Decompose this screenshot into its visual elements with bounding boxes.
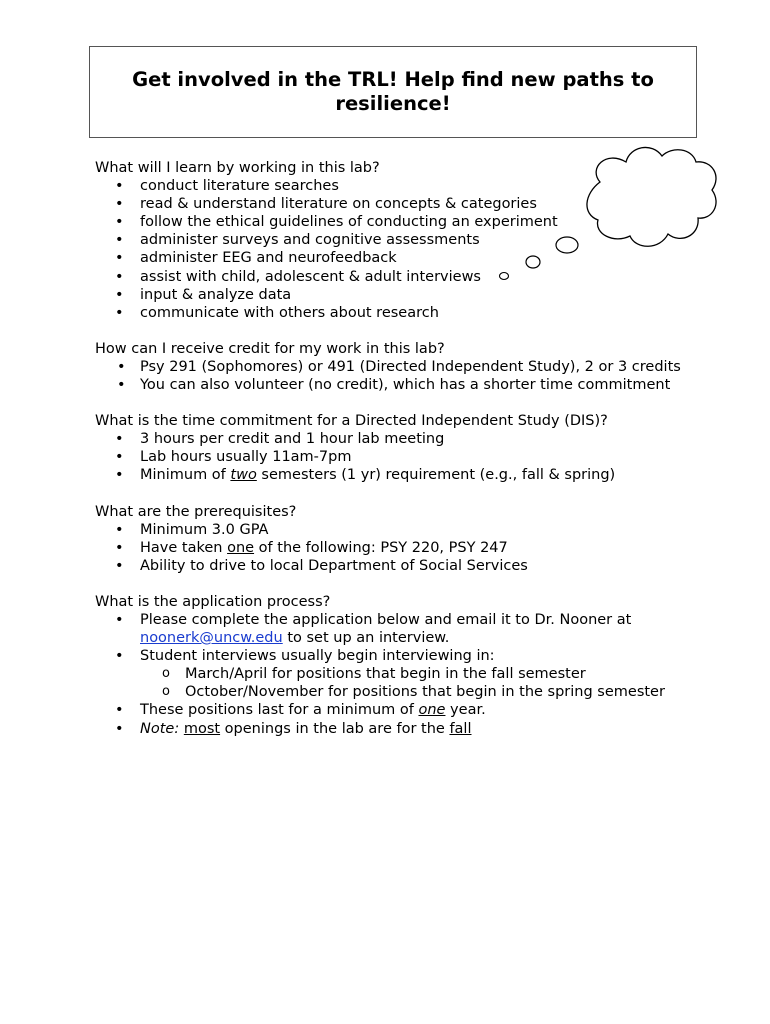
question-credit: How can I receive credit for my work in this lab? [95,340,445,357]
time-list [95,430,695,484]
question-learn: What will I learn by working in this lab? [95,160,380,176]
text-span: year. [445,702,486,719]
list-item: • Psy 291 (Sophomores) or 491 (Directed Independent Study), 2 or 3 credits [117,358,681,375]
list-item: • You can also volunteer (no credit), which has a shorter time commitment [117,377,671,394]
sub-list-item: o October/November for positions that begin in the spring semester [95,683,695,701]
list-item: • Minimum 3.0 GPA [95,521,695,539]
list-item [95,539,695,557]
list-item [95,611,695,647]
list-item: • Lab hours usually 11am-7pm [95,448,695,466]
list-item: • Student interviews usually begin interviewing in: [95,647,695,665]
section-learn [95,159,695,322]
sub-list-item: o March/April for positions that begin in the fall semester [95,665,695,683]
section-time [95,412,695,484]
text-span: Have taken [140,539,228,556]
list-item: • administer EEG and neurofeedback [95,249,695,267]
credit-list [95,358,695,394]
prereq-list [95,521,695,575]
emphasis-text: one [418,702,446,719]
text-span: to set up an interview. [282,630,450,647]
list-item: • input & analyze data [95,286,695,304]
section-credit [95,340,695,394]
list-item-text: You can also volunteer (no credit), which has a shorter time commitment [140,377,671,394]
list-item: • assist with child, adolescent & adult interviews [95,268,695,286]
list-item [95,466,695,484]
list-item [95,701,695,719]
text-span: Minimum of [140,467,231,484]
learn-list [95,177,695,322]
list-item [95,720,695,738]
list-item: • conduct literature searches [95,177,695,195]
apply-list [95,611,695,738]
question-time: What is the time commitment for a Directed Independent Study (DIS)? [95,413,608,430]
emphasis-text: fall [449,720,472,737]
list-item: • follow the ethical guidelines of conducting an experiment [95,213,695,231]
emphasis-text: two [230,467,257,484]
note-label: Note: [140,720,180,737]
list-item: • 3 hours per credit and 1 hour lab meeting [95,430,695,448]
text-span: semesters (1 yr) requirement (e.g., fall & spring) [256,467,616,484]
section-prereq [95,503,695,575]
text-span: Please complete the application below and email it to Dr. Nooner at [140,611,632,628]
list-item: • read & understand literature on concepts & categories [95,195,695,213]
question-prereq: What are the prerequisites? [95,503,297,520]
text-span: openings in the lab are for the [220,720,450,737]
page-title: Get involved in the TRL! Help find new paths to resilience! [132,68,654,115]
section-apply [95,593,695,738]
sub-list [95,665,695,701]
content [95,159,695,756]
sub-list-wrap [95,665,695,701]
list-item: • Ability to drive to local Department of Social Services [95,557,695,575]
emphasis-text: most [183,720,221,737]
question-apply: What is the application process? [95,593,331,610]
text-span: of the following: PSY 220, PSY 247 [254,539,508,556]
list-item: • communicate with others about research [95,304,695,322]
email-link[interactable]: noonerk@uncw.edu [140,630,283,647]
list-item-text: Psy 291 (Sophomores) or 491 (Directed Independent Study), 2 or 3 credits [140,358,681,375]
title-box [89,46,697,138]
list-item: • administer surveys and cognitive assessments [95,231,695,249]
emphasis-text: one [227,539,255,556]
text-span: These positions last for a minimum of [140,702,419,719]
